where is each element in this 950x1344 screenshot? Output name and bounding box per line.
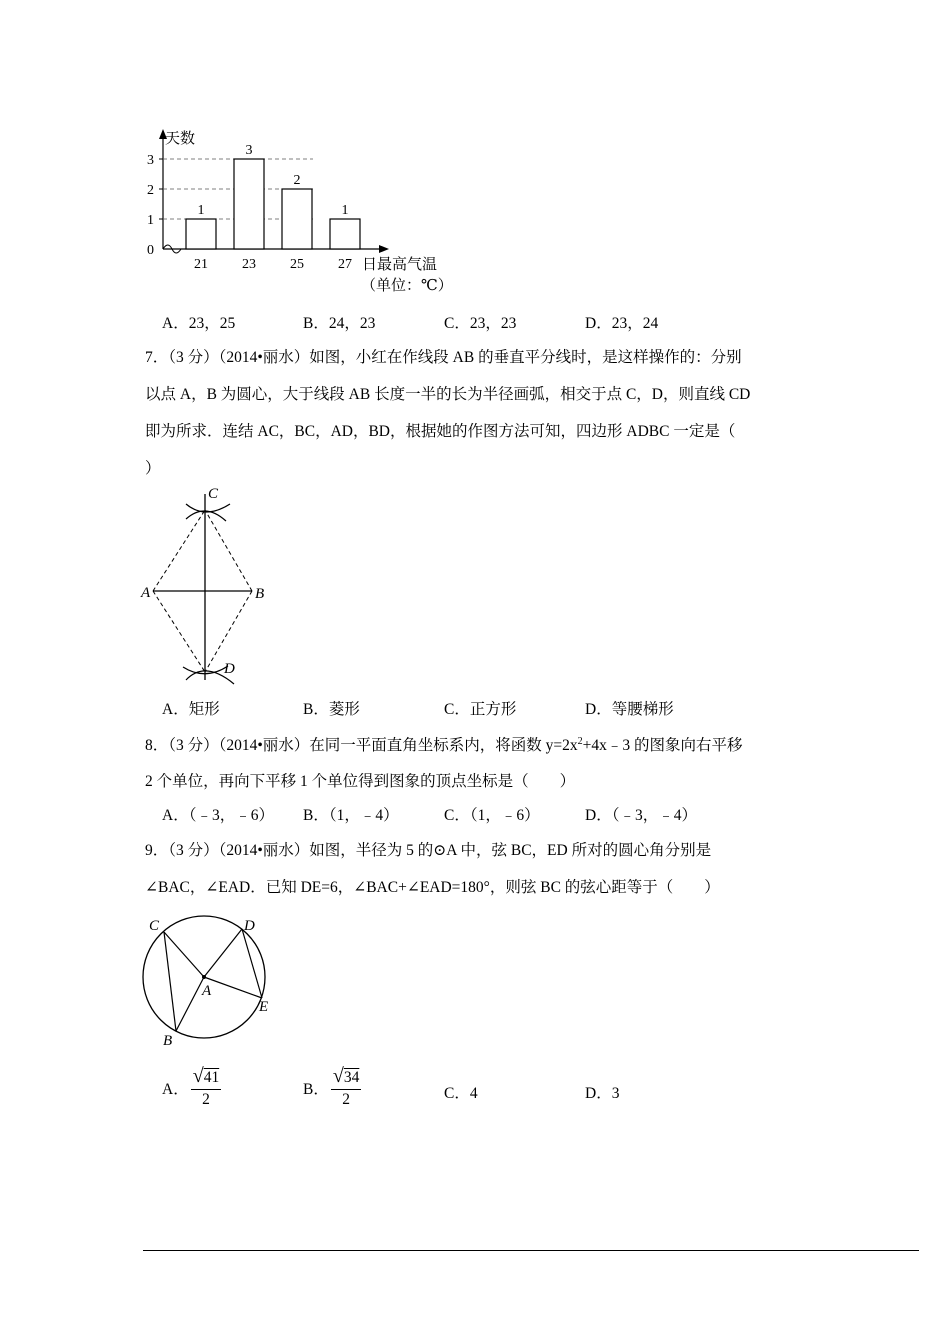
q7-option-d: D．等腰梯形 <box>585 701 674 718</box>
q9-option-b-denominator: 2 <box>342 1091 350 1108</box>
bar-27 <box>330 219 360 249</box>
bar-23 <box>234 159 264 249</box>
label-b: B <box>163 1033 173 1049</box>
q8-text-line1 <box>145 733 743 755</box>
q7-text-line2: 以点 A，B 为圆心，大于线段 AB 长度一半的长为半径画弧，相交于点 C，D，则直线 CD <box>145 386 751 403</box>
x-tick-label: 27 <box>338 257 352 272</box>
q8-exponent: 2 <box>577 735 583 747</box>
q8-option-a: A．（﹣3，﹣6） <box>162 807 274 824</box>
q9-circle-figure <box>138 912 283 1052</box>
q7-option-b: B．菱形 <box>303 701 360 718</box>
q7-text-line1: 7．（3 分）（2014•丽水）如图，小红在作线段 AB 的垂直平分线时，是这样操作的：分别 <box>145 349 742 366</box>
q9-text-line2: ∠BAC，∠EAD．已知 DE=6，∠BAC+∠EAD=180°，则弦 BC 的弦心距等于（ ） <box>145 879 720 896</box>
q6-option-b: B．24，23 <box>303 315 376 332</box>
q8-option-c: C．（1，﹣6） <box>444 807 540 824</box>
bar-21 <box>186 219 216 249</box>
q6-option-c: C．23，23 <box>444 315 517 332</box>
construction-arcs <box>183 504 234 684</box>
q9-option-a-prefix: A． <box>162 1081 189 1098</box>
label-d: D <box>244 918 255 934</box>
q9-option-b-prefix: B． <box>303 1081 329 1098</box>
center-point <box>202 975 206 979</box>
bar-value-label: 3 <box>245 143 253 158</box>
label-d: D <box>224 661 235 677</box>
q6-option-d: D．23，24 <box>585 315 659 332</box>
q7-text-line4: ） <box>145 460 161 477</box>
y-tick-label: 0 <box>147 243 154 258</box>
chart-unit-label: （单位：℃） <box>361 278 453 294</box>
label-a: A <box>141 585 151 601</box>
bar-value-label: 1 <box>197 203 205 218</box>
q8-option-b: B．（1，﹣4） <box>303 807 399 824</box>
q9-option-b <box>303 1066 361 1110</box>
y-tick-label: 2 <box>147 183 154 198</box>
q6-option-a: A．23，25 <box>162 315 236 332</box>
q8-line1-post: +4x﹣3 的图象向右平移 <box>582 737 743 754</box>
q9-option-c: C．4 <box>444 1085 478 1102</box>
q9-option-b-radicand: 34 <box>343 1069 360 1086</box>
bar-value-label: 2 <box>293 173 301 188</box>
label-a: A <box>202 983 212 999</box>
q9-option-d: D．3 <box>585 1085 620 1102</box>
label-c: C <box>149 918 160 934</box>
x-tick-label: 25 <box>290 257 304 272</box>
chart-ylabel: 天数 <box>165 131 196 147</box>
q7-option-a: A．矩形 <box>162 701 220 718</box>
label-e: E <box>259 999 269 1015</box>
q8-text-line2: 2 个单位，再向下平移 1 个单位得到图象的顶点坐标是（ ） <box>145 773 576 790</box>
chart-xlabel: 日最高气温 <box>362 257 438 273</box>
q7-text-line3: 即为所求．连结 AC，BC，AD，BD，根据她的作图方法可知，四边形 ADBC 一定是（ <box>145 423 736 440</box>
x-tick-label: 21 <box>194 257 208 272</box>
bar-25 <box>282 189 312 249</box>
q8-option-d: D．（﹣3，﹣4） <box>585 807 697 824</box>
q9-option-a-denominator: 2 <box>202 1091 210 1108</box>
chords-and-radii <box>164 929 262 1031</box>
y-tick-label: 3 <box>147 153 154 168</box>
q9-text-line1: 9．（3 分）（2014•丽水）如图，半径为 5 的⊙A 中，弦 BC，ED 所对的圆心角分别是 <box>145 842 712 859</box>
q9-option-a-radicand: 41 <box>203 1069 220 1086</box>
y-tick-label: 1 <box>147 213 154 228</box>
q9-option-b-fraction: $\frac{√34}{2}$ <box>332 1065 360 1108</box>
bar-value-label: 1 <box>341 203 349 218</box>
label-c: C <box>208 486 219 502</box>
q8-line1-pre: 8．（3 分）（2014•丽水）在同一平面直角坐标系内，将函数 y=2x <box>145 737 578 754</box>
q9-option-a <box>162 1066 221 1110</box>
q7-option-c: C．正方形 <box>444 701 517 718</box>
x-tick-label: 23 <box>242 257 256 272</box>
q9-option-a-fraction: $\frac{√41}{2}$ <box>192 1065 220 1108</box>
footer-rule <box>143 1250 919 1251</box>
q7-rhombus-figure <box>138 484 278 689</box>
temperature-bar-chart <box>135 125 475 300</box>
label-b: B <box>255 586 265 602</box>
